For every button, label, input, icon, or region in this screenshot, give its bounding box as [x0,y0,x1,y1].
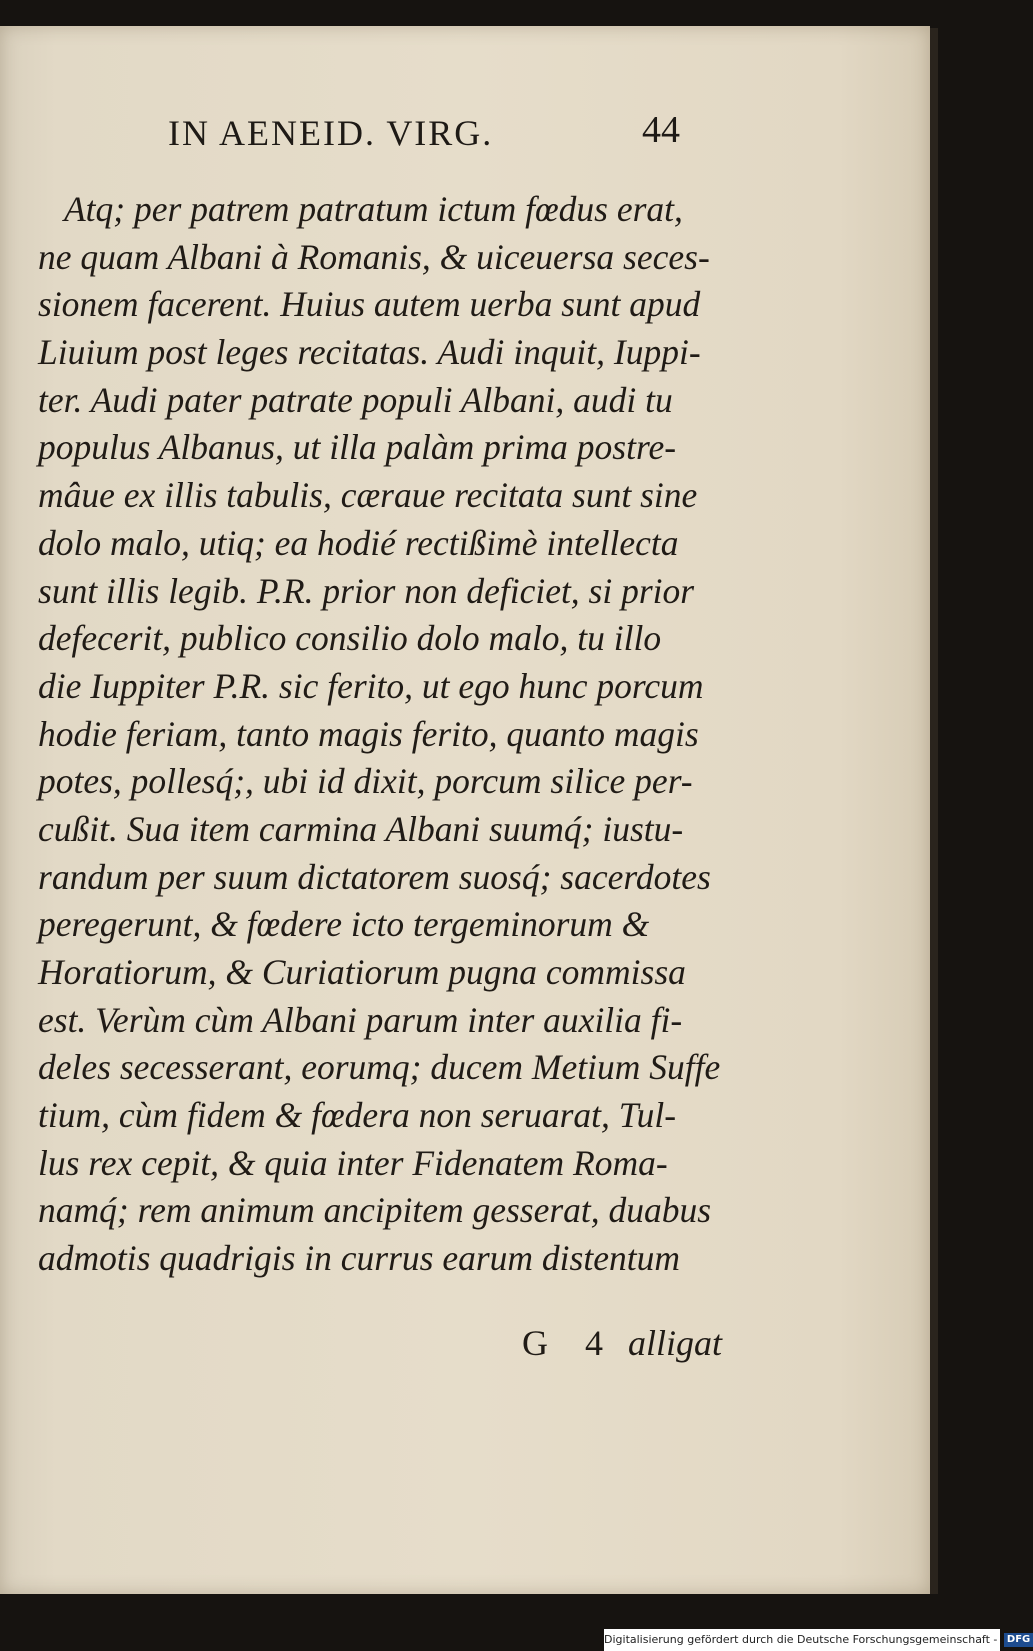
body-text [38,186,721,1283]
text-line: Horatiorum, & Curiatiorum pugna commissa [38,952,686,992]
dfg-logo: DFG [1004,1633,1033,1647]
text-line: namq́; rem animum ancipitem gesserat, duabus [38,1190,712,1231]
digitization-credit [604,1629,1031,1651]
text-line: est. Verùm cùm Albani parum inter auxilia fi- [38,999,683,1040]
text-line: potes, pollesq́;, ubi id dixit, porcum silice per- [38,761,693,802]
text-line: mâue ex illis tabulis, cæraue recitata sunt sine [38,475,698,516]
text-line: deles secesserant, eorumq; ducem Metium Suffe [38,1047,721,1088]
text-line: dolo malo, utiq; ea hodié rectißimè intellecta [38,522,679,563]
text-line: cußit. Sua item carmina Albani suumq́; iustu- [38,808,684,849]
text-line: sionem facerent. Huius autem uerba sunt apud [38,284,701,325]
text-line: tium, cùm fidem & fœdera non seruarat, Tul- [38,1095,677,1136]
text-line: die Iuppiter P.R. sic ferito, ut ego hunc porcum [38,665,704,706]
page-header [0,104,930,164]
text-line: lus rex cepit, & quia inter Fidenatem Roma- [38,1142,668,1183]
text-line: peregerunt, & fœdere icto tergeminorum & [38,904,650,945]
page-foot [0,1322,930,1372]
text-line: ne quam Albani à Romanis, & uiceuersa seces- [38,236,710,277]
text-line: admotis quadrigis in currus earum distentum [38,1238,680,1279]
text-line: Atq; per patrem patratum ictum fœdus erat, [64,189,683,229]
catchword: alligat [628,1323,723,1363]
text-line: hodie feriam, tanto magis ferito, quanto magis [38,713,699,754]
credit-text: Digitalisierung gefördert durch die Deutsche Forschungsgemeinschaft - [604,1633,998,1646]
running-title: IN AENEID. VIRG. [168,113,494,153]
text-line: randum per suum dictatorem suosq́; sacerdotes [38,856,711,897]
text-line: ter. Audi pater patrate populi Albani, audi tu [38,379,673,420]
text-line: defecerit, publico consilio dolo malo, tu illo [38,618,662,659]
text-line: sunt illis legib. P.R. prior non deficiet, si prior [38,570,695,611]
page-number: 44 [642,109,680,151]
page-edge [930,28,938,1594]
text-line: Liuium post leges recitatas. Audi inquit, Iuppi- [38,332,701,373]
book-page [0,26,930,1594]
text-line: populus Albanus, ut illa palàm prima postre- [38,427,677,468]
signature-mark: G 4 [522,1323,617,1363]
